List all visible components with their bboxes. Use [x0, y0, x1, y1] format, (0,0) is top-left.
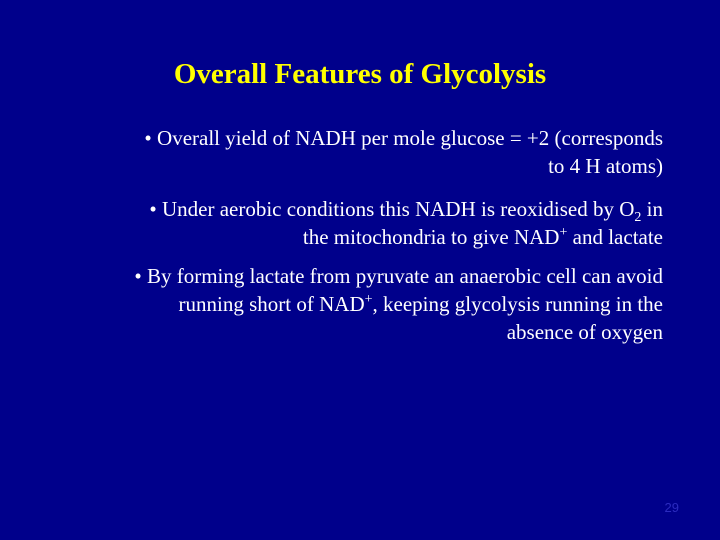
- bullet-line: [149, 195, 663, 223]
- superscript: +: [559, 225, 568, 240]
- bullet-line: to 4 H atoms): [548, 154, 663, 178]
- text-run: • Under aerobic conditions this NADH is reoxidised by O: [149, 197, 635, 221]
- bullet-line: [134, 290, 663, 318]
- bullet-item-nadh-yield: [144, 124, 663, 180]
- slide-title: Overall Features of Glycolysis: [173, 58, 547, 90]
- bullet-line: [149, 223, 663, 251]
- bullet-line: • Overall yield of NADH per mole glucose = +2 (corresponds: [144, 126, 663, 150]
- bullet-line: • By forming lactate from pyruvate an anaerobic cell can avoid: [134, 264, 663, 288]
- text-run: in: [641, 197, 663, 221]
- text-run: the mitochondria to give NAD: [302, 225, 560, 249]
- page-number: 29: [664, 500, 679, 515]
- text-run: , keeping glycolysis running in the: [372, 292, 663, 316]
- text-run: running short of NAD: [178, 292, 365, 316]
- text-run: and lactate: [567, 225, 663, 249]
- superscript: +: [364, 292, 373, 307]
- bullet-item-lactate-formation: [134, 262, 663, 346]
- subscript: 2: [634, 210, 642, 225]
- bullet-line: absence of oxygen: [506, 320, 663, 344]
- bullet-item-aerobic-conditions: [149, 195, 663, 251]
